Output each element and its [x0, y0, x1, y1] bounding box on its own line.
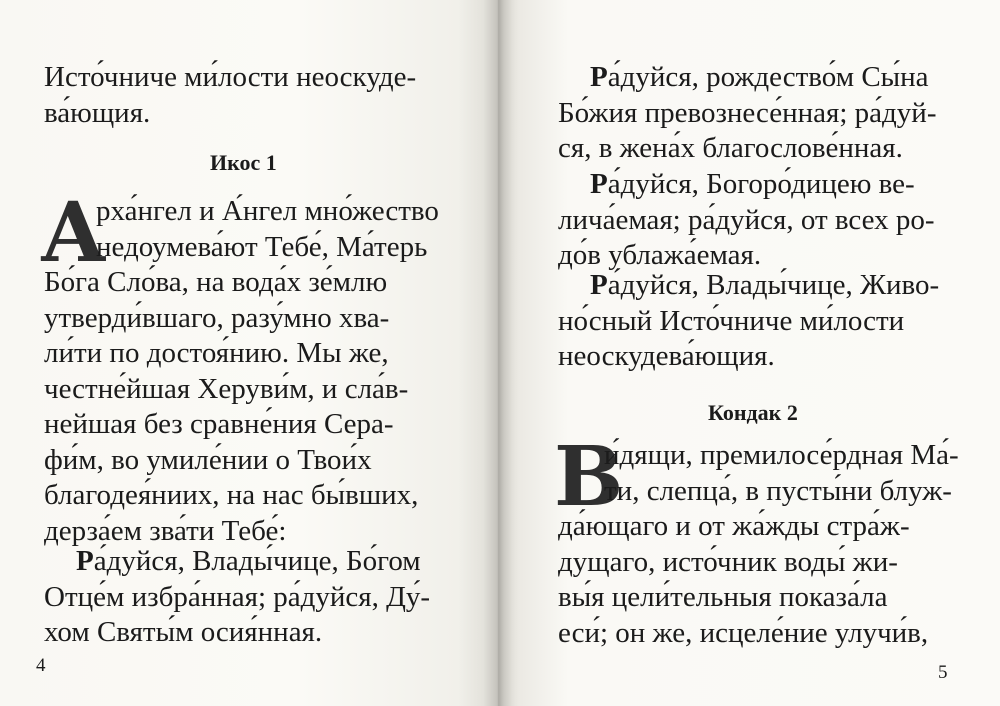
- chant3-line-3: неоскудева́ющия.: [558, 340, 775, 372]
- chant2-line-2: лича́емая; ра́дуйся, от всех ро-: [558, 203, 935, 236]
- chant3-initial: Р: [590, 269, 608, 301]
- chant1-line-3: ся, в жена́х благослове́нная.: [558, 132, 903, 164]
- chant-left-line-2: Отце́м избра́нная; ра́дуйся, Ду́-: [44, 580, 431, 613]
- intro-line-1: Исто́чниче ми́лости неоскуде-: [44, 61, 417, 93]
- intro-line-2: ва́ющия.: [44, 96, 151, 129]
- chant-left-line-1: [44, 544, 444, 580]
- ikos-line-3: Бо́га Сло́ва, на вода́х зе́млю: [44, 266, 388, 298]
- chant2-line-3: до́в ублажа́емая.: [558, 239, 762, 271]
- chant-block-2: [558, 167, 958, 274]
- kondak-heading: Кондак 2: [708, 400, 798, 425]
- chant1-line-2: Бо́жия превознесе́нная; ра́дуй-: [558, 96, 937, 129]
- chant3-line-2: но́сный Исто́чниче ми́лости: [558, 304, 905, 337]
- kondak-body: [558, 438, 958, 651]
- ikos-line-9: благодея́ниих, на нас бы́вших,: [44, 479, 419, 511]
- kondak-line-4: дущаго, исто́чник воды́ жи-: [558, 545, 898, 578]
- ikos-line-10: дерза́ем зва́ти Тебе́:: [44, 514, 287, 547]
- chant3-rest: а́дуйся, Влады́чице, Живо-: [607, 269, 940, 301]
- chant2-rest: а́дуйся, Богоро́дицею ве-: [607, 168, 915, 200]
- ikos-line-7: нейшая без сравне́ния Сера-: [44, 408, 394, 440]
- chant-block-1: [558, 60, 958, 167]
- page-number-right: 5: [938, 662, 948, 683]
- chant2-initial: Р: [590, 168, 608, 200]
- ikos-line-1: рха́нгел и А́нгел мно́жество: [96, 195, 439, 227]
- drop-cap-a: А: [40, 185, 107, 281]
- page-number-left: 4: [36, 655, 46, 676]
- chant-left: [44, 544, 444, 651]
- kondak-line-2: ти, слепца́, в пусты́ни блуж-: [604, 474, 952, 507]
- ikos-heading: Икос 1: [210, 150, 277, 175]
- chant-left-line-3: хом Святы́м осия́нная.: [44, 616, 323, 648]
- ikos-line-5: ли́ти по достоя́нию. Мы же,: [44, 337, 389, 369]
- chant-block-3: [558, 268, 958, 375]
- kondak-line-3: да́ющаго и от жа́жды стра́ж-: [558, 510, 910, 542]
- left-page: [0, 0, 498, 706]
- ikos-body: [44, 194, 444, 549]
- ikos-line-6: честне́йшая Херуви́м, и сла́в-: [44, 372, 409, 405]
- drop-cap-v: В: [554, 429, 624, 525]
- intro-text: [44, 60, 444, 131]
- kondak-line-5: вы́я цели́тельныя показа́ла: [558, 581, 888, 613]
- chant-left-initial: Р: [76, 545, 94, 577]
- chant1-line-1: [558, 60, 958, 96]
- right-page: [498, 0, 1000, 706]
- ikos-line-8: фи́м, во умиле́нии о Твои́х: [44, 443, 372, 476]
- chant2-line-1: [558, 167, 958, 203]
- ikos-line-4: утверди́вшаго, разу́мно хва-: [44, 301, 390, 334]
- chant1-rest: а́дуйся, рождество́м Сы́на: [607, 61, 929, 93]
- kondak-line-1: и́дящи, премилосе́рдная Ма́-: [604, 439, 959, 471]
- chant-left-rest: а́дуйся, Влады́чице, Бо́гом: [93, 545, 421, 577]
- chant1-initial: Р: [590, 61, 608, 93]
- chant3-line-1: [558, 268, 958, 304]
- kondak-line-6: еси́; он же, исцеле́ние улучи́в,: [558, 616, 929, 649]
- ikos-line-2: недоумева́ют Тебе́, Ма́терь: [96, 230, 428, 263]
